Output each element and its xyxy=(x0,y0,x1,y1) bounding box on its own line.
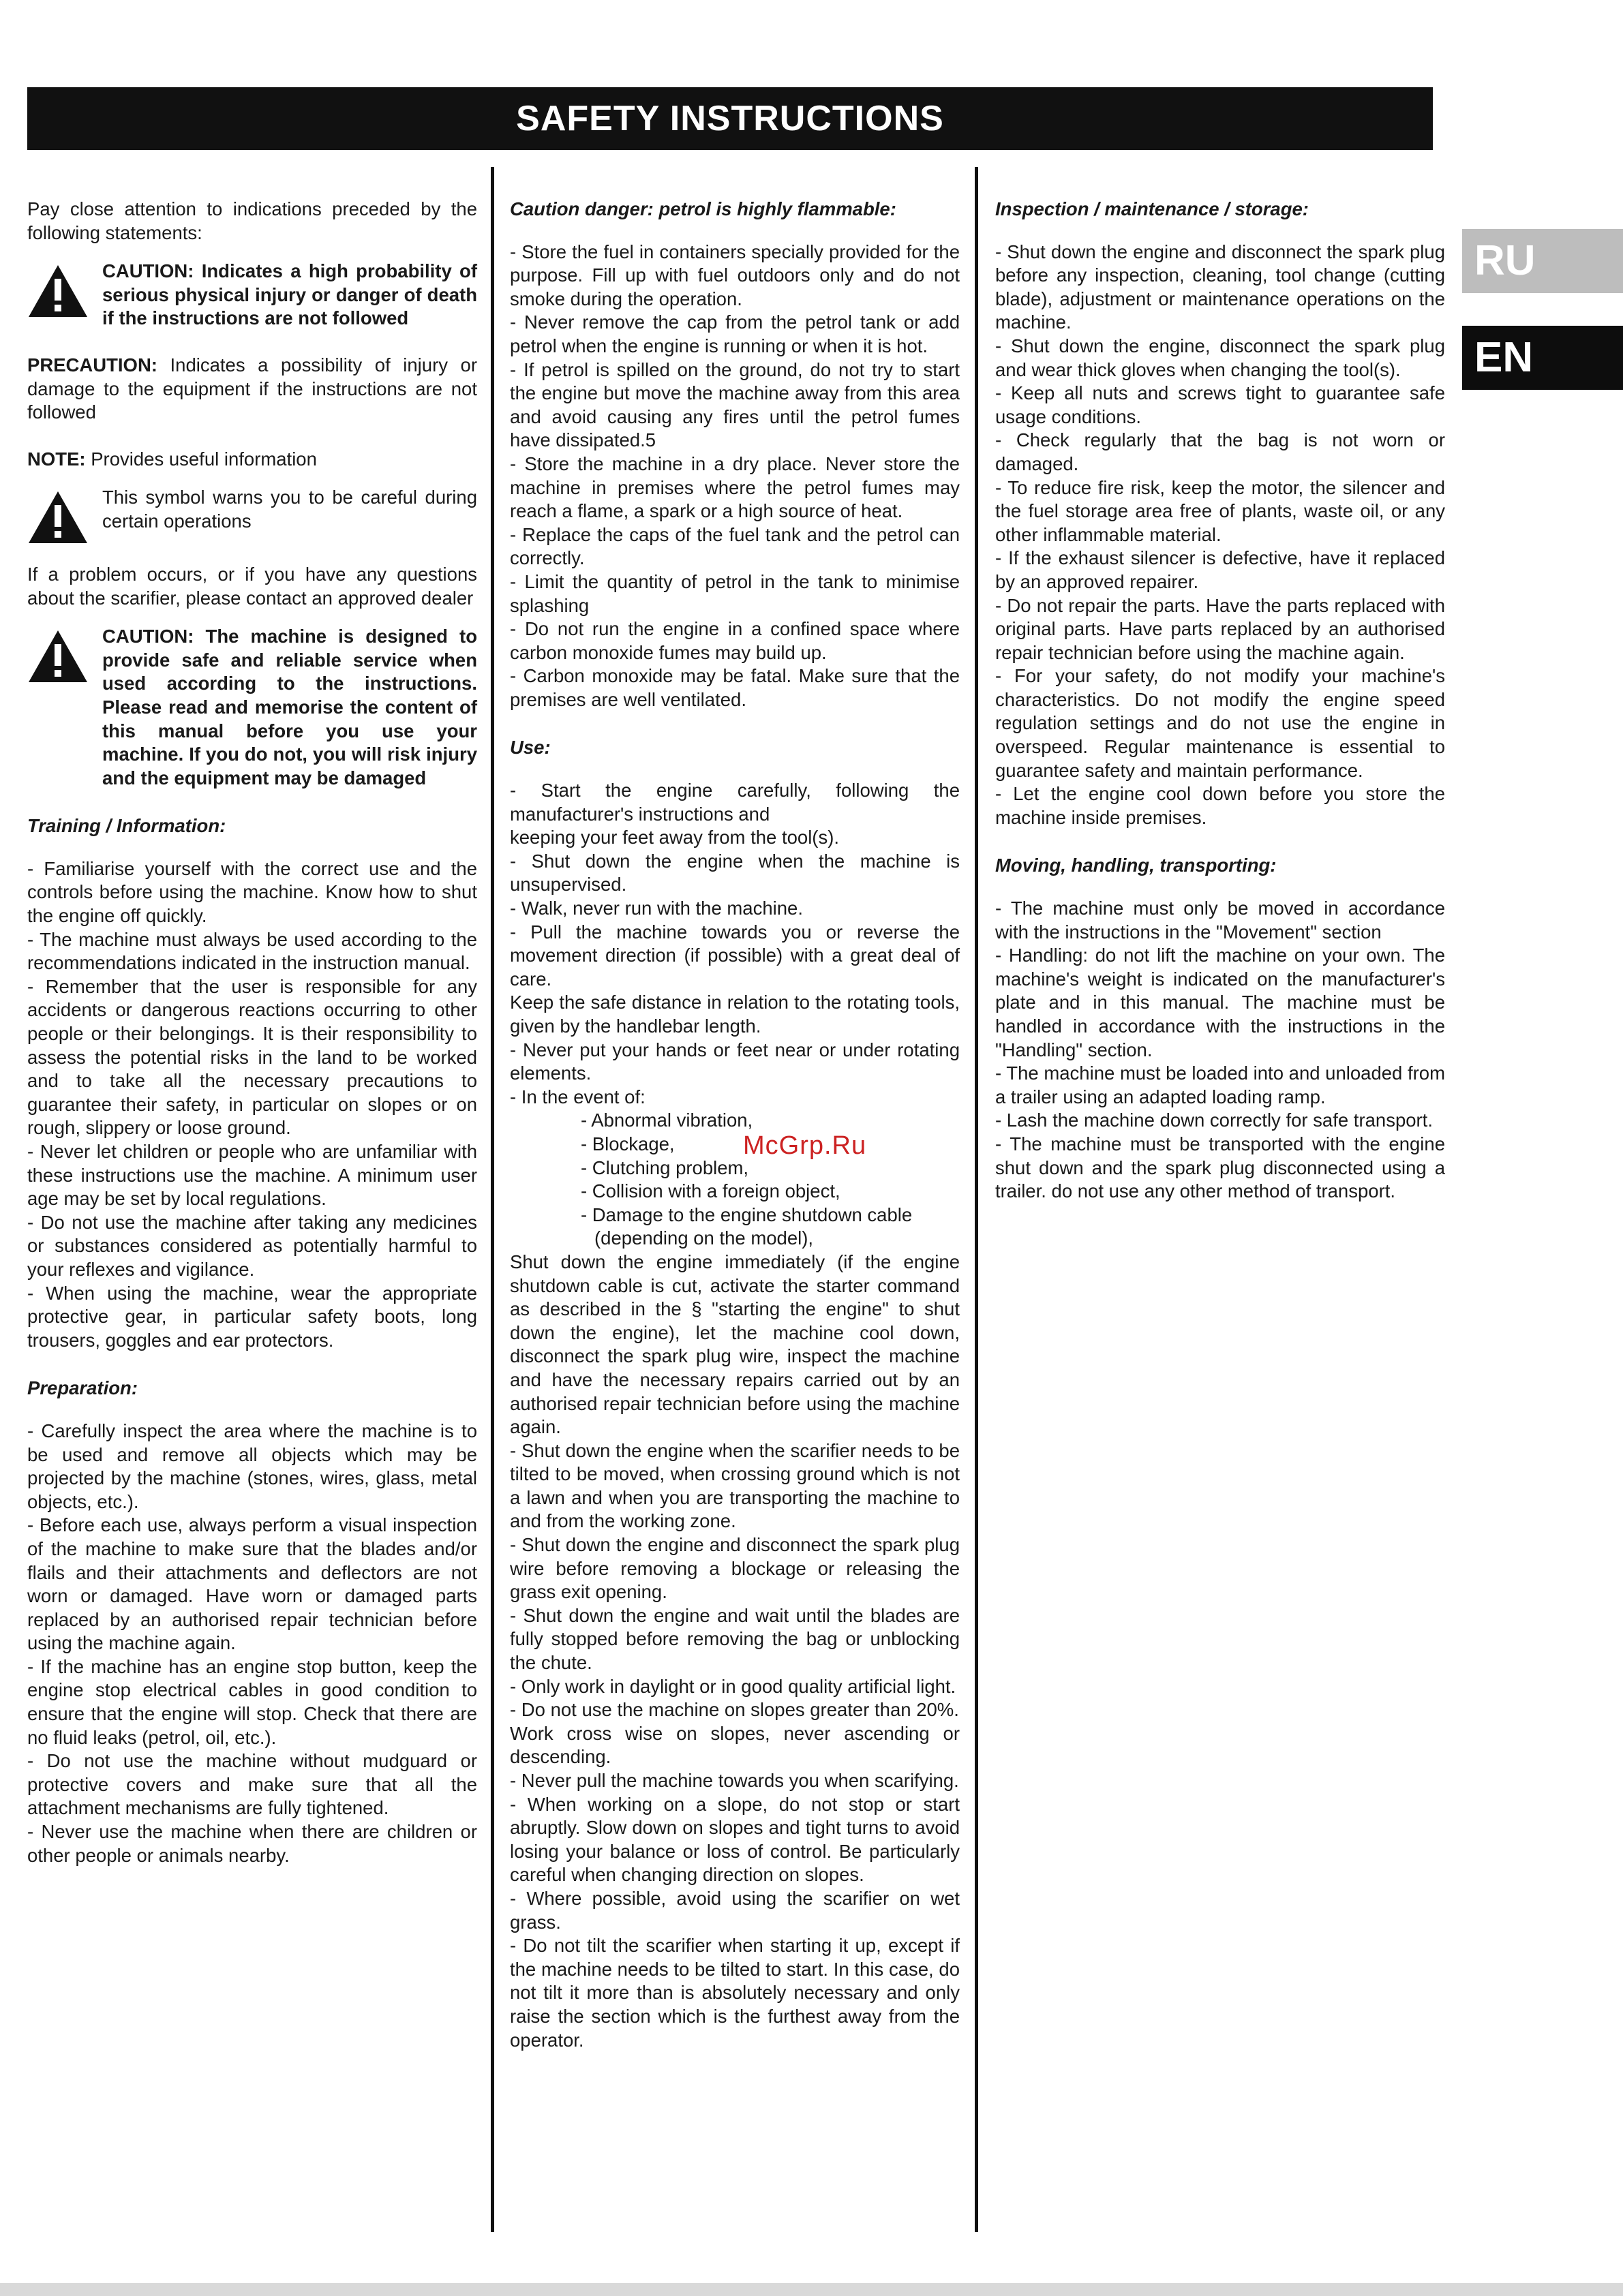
list-item: - Do not use the machine on slopes greater than 20%. xyxy=(510,1699,959,1721)
section-title-training: Training / Information: xyxy=(27,815,226,837)
list-item: - If the machine has an engine stop button, keep the engine stop electrical cables in good condition to ensure that the engine will stop. Check that there are no fluid leaks (petrol, oil, etc.). xyxy=(27,1655,477,1748)
list-item: - Shut down the engine and disconnect the spark plug wire before removing a blockage or releasing the grass exit opening. xyxy=(510,1534,960,1603)
warning-triangle-icon xyxy=(27,260,102,324)
list-item: - When working on a slope, do not stop or start abruptly. Slow down on slopes and tight turns to avoid losing your balance or loss of control. Be particularly careful when changing direction on slopes. xyxy=(510,1793,960,1886)
list-item: - Where possible, avoid using the scarifier on wet grass. xyxy=(510,1887,960,1933)
list-item: - Check regularly that the bag is not worn or damaged. xyxy=(995,429,1445,474)
warning-triangle-icon xyxy=(27,625,102,690)
precaution-label: PRECAUTION: xyxy=(27,354,157,376)
list-item: - Start the engine carefully, following the manufacturer's instructions and xyxy=(510,780,960,825)
list-item: - Before each use, always perform a visual inspection of the machine to make sure that the blades and/or flails and their attachments and deflectors are not worn or damaged. Have worn or damaged parts replaced by an authorised repair technician before using the machine again. xyxy=(27,1514,477,1654)
column-divider xyxy=(491,167,494,2232)
list-item: - Keep all nuts and screws tight to guarantee safe usage conditions. xyxy=(995,382,1445,427)
section-title-moving: Moving, handling, transporting: xyxy=(995,855,1277,876)
page-title: SAFETY INSTRUCTIONS xyxy=(27,87,1433,150)
list-item: - Do not use the machine after taking any medicines or substances considered as potentially harmful to your reflexes and vigilance. xyxy=(27,1211,477,1280)
list-item: - Handling: do not lift the machine on your own. The machine's weight is indicated on the manufacturer's plate and in this manual. The machine must be handled in accordance with the instructions in the "Handling" section. xyxy=(995,945,1445,1060)
sub-list-item: - Blockage, xyxy=(581,1133,675,1154)
column-right xyxy=(995,198,1445,1204)
note-text xyxy=(27,448,477,472)
section-title-preparation: Preparation: xyxy=(27,1377,138,1399)
list-item: - Carbon monoxide may be fatal. Make sure that the premises are well ventilated. xyxy=(510,665,960,710)
list-item: - Limit the quantity of petrol in the tank to minimise splashing xyxy=(510,570,960,616)
list-item: - Shut down the engine when the machine is unsupervised. xyxy=(510,850,960,896)
caution-text: CAUTION: The machine is designed to provide safe and reliable service when used according to the instructions. Please read and memorise the content of this manual before you use your machine. If you do not, you will risk injury and the equipment may be damaged xyxy=(102,626,477,789)
sub-list-item: - Abnormal vibration, xyxy=(581,1109,753,1131)
column-divider xyxy=(975,167,978,2232)
caution-block xyxy=(27,625,477,790)
list-item: - Lash the machine down correctly for safe transport. xyxy=(995,1109,1433,1131)
page-footer-band xyxy=(0,2283,1623,2296)
intro-text: Pay close attention to indications preceded by the following statements: xyxy=(27,198,477,243)
list-item: - The machine must only be moved in accordance with the instructions in the "Movement" section xyxy=(995,898,1445,943)
list-item: - Do not repair the parts. Have the parts replaced with original parts. Have parts replaced by an authorised repair technician before using the machine again. xyxy=(995,594,1445,663)
list-item: keeping your feet away from the tool(s). xyxy=(510,827,840,848)
list-item: - Never put your hands or feet near or under rotating elements. xyxy=(510,1039,960,1084)
list-item: - Do not tilt the scarifier when starting it up, except if the machine needs to be tilted to start. In this case, do not tilt it more than is absolutely necessary and only raise the section which is the furthest away from the operator. xyxy=(510,1935,960,2051)
caution-block xyxy=(27,260,477,331)
sub-list-item: - Damage to the engine shutdown cable xyxy=(581,1204,913,1225)
list-item: - Shut down the engine when the scarifier needs to be tilted to be moved, when crossing ground which is not a lawn and when you are transporting the machine to and from the working zone. xyxy=(510,1439,960,1532)
list-item: - Remember that the user is responsible for any accidents or dangerous reactions occurring to other people or their belongings. It is their responsibility to assess the potential risks in the land to be worked and to take all the necessary precautions to guarantee their safety, in particular on slopes or on rough, slippery or loose ground. xyxy=(27,975,477,1139)
list-item: - To reduce fire risk, keep the motor, the silencer and the fuel storage area free of plants, waste oil, or any other inflammable material. xyxy=(995,476,1445,545)
list-item: - Shut down the engine and wait until the blades are fully stopped before removing the bag or unblocking the chute. xyxy=(510,1604,960,1674)
list-item: - When using the machine, wear the appropriate protective gear, in particular safety boots, long trousers, goggles and ear protectors. xyxy=(27,1282,477,1351)
caution-text: CAUTION: Indicates a high probability of serious physical injury or danger of death if the instructions are not followed xyxy=(102,260,477,329)
list-item: Shut down the engine immediately (if the engine shutdown cable is cut, activate the starter command as described in the § "starting the engine" to shut down the engine), let the machine cool down, disconnect the spark plug wire, inspect the machine and have the necessary repairs carried out by an authorised repair technician before using the machine again. xyxy=(510,1251,960,1438)
section-title-inspection: Inspection / maintenance / storage: xyxy=(995,198,1309,219)
list-item: - Do not run the engine in a confined space where carbon monoxide fumes may build up. xyxy=(510,618,960,663)
list-item: - Replace the caps of the fuel tank and the petrol can correctly. xyxy=(510,523,960,569)
language-tab-ru[interactable]: RU xyxy=(1462,229,1623,293)
note-label: NOTE: xyxy=(27,448,86,470)
list-item: - Carefully inspect the area where the machine is to be used and remove all objects which may be projected by the machine (stones, wires, glass, metal objects, etc.). xyxy=(27,1420,477,1512)
list-item: - Shut down the engine, disconnect the spark plug and wear thick gloves when changing the tool(s). xyxy=(995,335,1445,380)
note-body: Provides useful information xyxy=(85,448,317,470)
list-item: - If petrol is spilled on the ground, do not try to start the engine but move the machine away from this area and avoid causing any fires until the petrol fumes have dissipated.5 xyxy=(510,358,960,451)
list-item: - The machine must be transported with the engine shut down and the spark plug disconnected using a trailer. do not use any other method of transport. xyxy=(995,1133,1445,1202)
column-middle xyxy=(510,198,960,2052)
section-title-petrol: Caution danger: petrol is highly flammable: xyxy=(510,198,896,219)
list-item: - Store the machine in a dry place. Never store the machine in premises where the petrol fumes may reach a flame, a spark or a high source of heat. xyxy=(510,453,960,522)
list-item: Work cross wise on slopes, never ascending or descending. xyxy=(510,1722,960,1768)
language-tab-en[interactable]: EN xyxy=(1462,326,1623,390)
problem-text: If a problem occurs, or if you have any questions about the scarifier, please contact an approved dealer xyxy=(27,563,477,609)
column-left xyxy=(27,198,477,1867)
list-item: - Do not use the machine without mudguard or protective covers and make sure that all the attachment mechanisms are fully tightened. xyxy=(27,1750,477,1819)
list-item: - If the exhaust silencer is defective, have it replaced by an approved repairer. xyxy=(995,547,1445,592)
symbol-text: This symbol warns you to be careful during certain operations xyxy=(102,487,477,532)
list-item: - Never let children or people who are unfamiliar with these instructions use the machine. A minimum user age may be set by local regulations. xyxy=(27,1141,477,1210)
list-item: - The machine must always be used according to the recommendations indicated in the instruction manual. xyxy=(27,928,477,974)
precaution-body: Indicates a possibility of injury or damage to the equipment if the instructions are not followed xyxy=(27,354,477,423)
list-item: Keep the safe distance in relation to the rotating tools, given by the handlebar length. xyxy=(510,992,960,1037)
watermark: McGrp.Ru xyxy=(743,1131,867,1160)
list-item: - Pull the machine towards you or reverse the movement direction (if possible) with a great deal of care. xyxy=(510,921,960,990)
list-item: - Never pull the machine towards you when scarifying. xyxy=(510,1770,959,1791)
sub-list-note: (depending on the model), xyxy=(594,1227,814,1249)
precaution-text xyxy=(27,354,477,425)
list-item: - Let the engine cool down before you store the machine inside premises. xyxy=(995,783,1445,828)
warning-triangle-icon xyxy=(27,486,102,551)
list-item: - In the event of: xyxy=(510,1086,646,1107)
list-item: - Shut down the engine and disconnect the spark plug before any inspection, cleaning, tool change (cutting blade), adjustment or maintenance operations on the machine. xyxy=(995,241,1445,333)
section-title-use: Use: xyxy=(510,737,551,759)
list-item: - For your safety, do not modify your machine's characteristics. Do not modify the engine speed regulation settings and do not use the engine in overspeed. Regular maintenance is essential to guarantee safety and maintain performance. xyxy=(995,665,1445,781)
list-item: - Familiarise yourself with the correct use and the controls before using the machine. Know how to shut the engine off quickly. xyxy=(27,857,477,927)
symbol-block xyxy=(27,486,477,551)
list-item: - Only work in daylight or in good quality artificial light. xyxy=(510,1675,956,1697)
sub-list-item: - Clutching problem, xyxy=(581,1157,749,1178)
list-item: - Walk, never run with the machine. xyxy=(510,898,803,919)
list-item: - Store the fuel in containers specially provided for the purpose. Fill up with fuel outdoors only and do not smoke during the operation. xyxy=(510,241,960,309)
list-item: - Never remove the cap from the petrol tank or add petrol when the engine is running or when it is hot. xyxy=(510,311,960,356)
sub-list-item: - Collision with a foreign object, xyxy=(581,1180,840,1202)
list-item: - The machine must be loaded into and unloaded from a trailer using an adapted loading ramp. xyxy=(995,1062,1445,1107)
list-item: - Never use the machine when there are children or other people or animals nearby. xyxy=(27,1821,477,1866)
